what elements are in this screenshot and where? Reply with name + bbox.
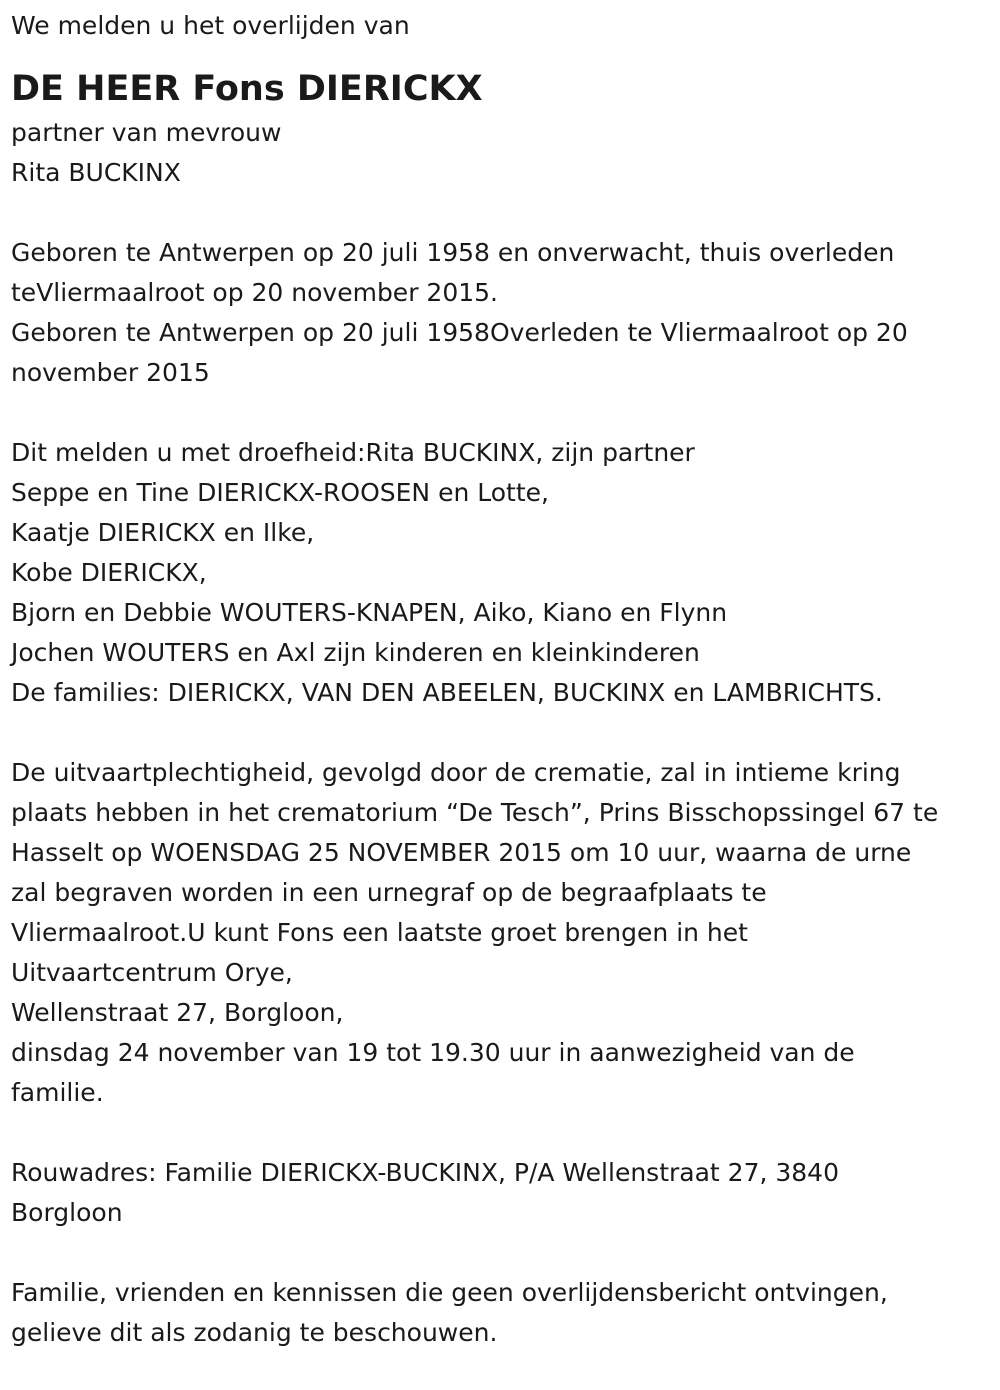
partner-name: Rita BUCKINX bbox=[11, 158, 181, 187]
ceremony-line: familie. bbox=[11, 1078, 104, 1107]
ceremony-line: plaats hebben in het crematorium “De Tesch”, Prins Bisschopssingel 67 te bbox=[11, 798, 939, 827]
closing-line: gelieve dit als zodanig te beschouwen. bbox=[11, 1318, 498, 1347]
ceremony-line: Wellenstraat 27, Borgloon, bbox=[11, 998, 344, 1027]
birth-death-line: Geboren te Antwerpen op 20 juli 1958 en onverwacht, thuis overleden bbox=[11, 238, 895, 267]
intro-text: We melden u het overlijden van bbox=[11, 11, 410, 40]
deceased-name-title: DE HEER Fons DIERICKX bbox=[11, 69, 483, 109]
ceremony-line: Hasselt op WOENSDAG 25 NOVEMBER 2015 om 10 uur, waarna de urne bbox=[11, 838, 912, 867]
mourners-line: Bjorn en Debbie WOUTERS-KNAPEN, Aiko, Kiano en Flynn bbox=[11, 598, 728, 627]
ceremony-line: De uitvaartplechtigheid, gevolgd door de crematie, zal in intieme kring bbox=[11, 758, 901, 787]
mourners-line: Seppe en Tine DIERICKX-ROOSEN en Lotte, bbox=[11, 478, 549, 507]
mourners-line: Dit melden u met droefheid:Rita BUCKINX, zijn partner bbox=[11, 438, 695, 467]
mourners-line: Jochen WOUTERS en Axl zijn kinderen en kleinkinderen bbox=[11, 638, 700, 667]
mourning-address-line: Rouwadres: Familie DIERICKX-BUCKINX, P/A Wellenstraat 27, 3840 bbox=[11, 1158, 839, 1187]
birth-death-line: teVliermaalroot op 20 november 2015. bbox=[11, 278, 498, 307]
mourning-address-line: Borgloon bbox=[11, 1198, 123, 1227]
spacer bbox=[11, 393, 988, 433]
birth-death-line: Geboren te Antwerpen op 20 juli 1958Overleden te Vliermaalroot op 20 bbox=[11, 318, 908, 347]
birth-death-line: november 2015 bbox=[11, 358, 210, 387]
mourners-line: De families: DIERICKX, VAN DEN ABEELEN, BUCKINX en LAMBRICHTS. bbox=[11, 678, 883, 707]
ceremony-line: Uitvaartcentrum Orye, bbox=[11, 958, 293, 987]
ceremony-line: dinsdag 24 november van 19 tot 19.30 uur in aanwezigheid van de bbox=[11, 1038, 855, 1067]
spacer bbox=[11, 193, 988, 233]
mourners-line: Kobe DIERICKX, bbox=[11, 558, 207, 587]
partner-label: partner van mevrouw bbox=[11, 118, 282, 147]
ceremony-line: Vliermaalroot.U kunt Fons een laatste groet brengen in het bbox=[11, 918, 748, 947]
spacer bbox=[11, 1113, 988, 1153]
ceremony-line: zal begraven worden in een urnegraf op de begraafplaats te bbox=[11, 878, 767, 907]
spacer bbox=[11, 713, 988, 753]
spacer bbox=[11, 1233, 988, 1273]
mourners-line: Kaatje DIERICKX en Ilke, bbox=[11, 518, 315, 547]
closing-line: Familie, vrienden en kennissen die geen overlijdensbericht ontvingen, bbox=[11, 1278, 888, 1307]
